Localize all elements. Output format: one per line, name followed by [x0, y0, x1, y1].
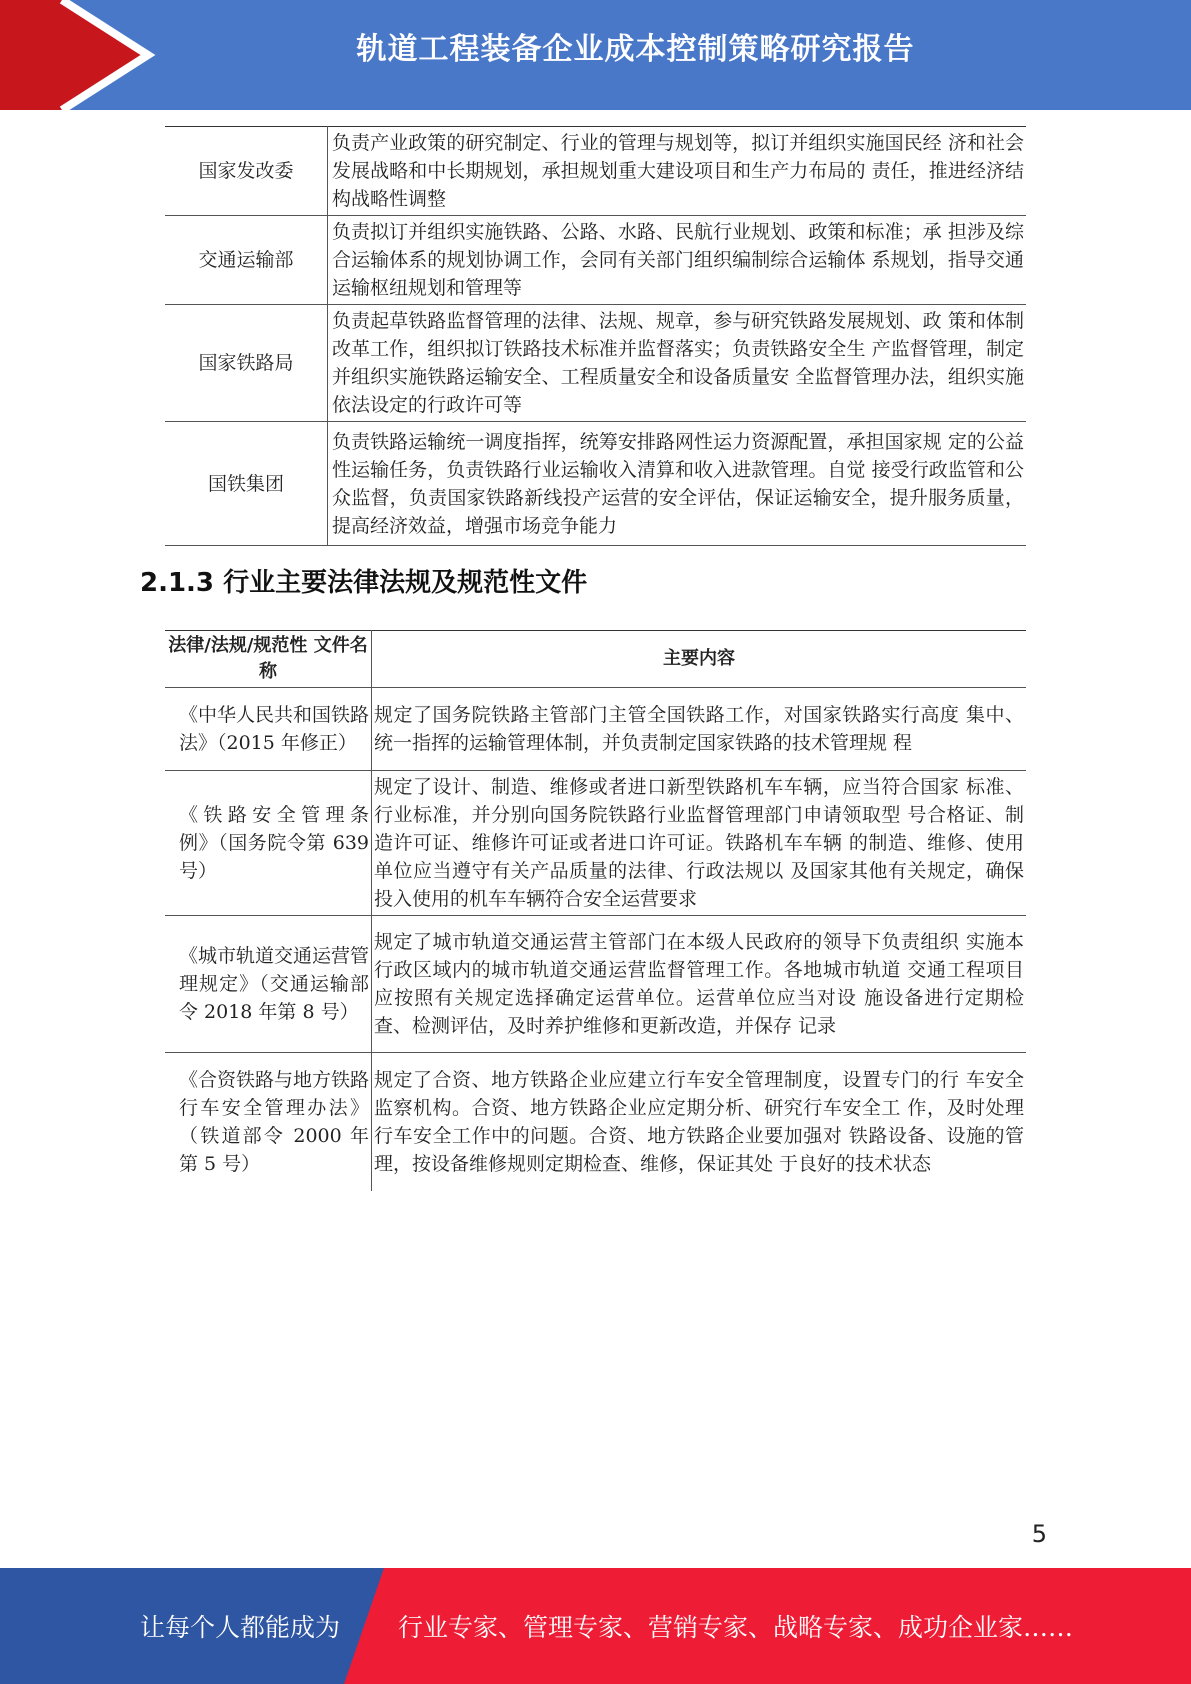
- section-heading: 2.1.3 行业主要法律法规及规范性文件: [140, 568, 588, 598]
- table-row: [165, 127, 1026, 216]
- law-content: 规定了城市轨道交通运营主管部门在本级人民政府的领导下负责组织 实施本行政区域内的城市轨道交通运营监督管理工作。各地城市轨道 交通工程项目应按照有关规定选择确定运营单位。运营单位应当对设 施设备进行定期检查、检测评估，及时养护维修和更新改造，并保存 记录: [372, 916, 1027, 1053]
- footer-slogan-left: 让每个人都能成为: [140, 1613, 341, 1642]
- agency-name: 国家铁路局: [165, 305, 328, 422]
- table-row: [165, 1053, 1026, 1191]
- page-footer: [0, 1568, 1191, 1684]
- table-row: [165, 305, 1026, 422]
- agency-name: 国铁集团: [165, 422, 328, 546]
- table-row: [165, 771, 1026, 916]
- page-header: [0, 0, 1191, 110]
- agency-name: 国家发改委: [165, 127, 328, 216]
- table-row: [165, 688, 1026, 771]
- agency-desc: 负责铁路运输统一调度指挥，统筹安排路网性运力资源配置，承担国家规 定的公益性运输任务，负责铁路行业运输收入清算和收入进款管理。自觉 接受行政监管和公众监督，负责国家铁路新线投产运营的安全评估，保证运输安全，提升服务质量，提高经济效益，增强市场竞争能力: [328, 422, 1027, 546]
- agency-desc: 负责产业政策的研究制定、行业的管理与规划等，拟订并组织实施国民经 济和社会发展战略和中长期规划，承担规划重大建设项目和生产力布局的 责任，推进经济结构战略性调整: [328, 127, 1027, 216]
- laws-table: [165, 630, 1026, 1191]
- table-row: [165, 216, 1026, 305]
- law-name: 《中华人民共和国铁路法》（2015 年修正）: [165, 688, 372, 771]
- page-number: 5: [1031, 1520, 1047, 1548]
- agency-desc: 负责起草铁路监督管理的法律、法规、规章，参与研究铁路发展规划、政 策和体制改革工作，组织拟订铁路技术标准并监督落实；负责铁路安全生 产监督管理，制定并组织实施铁路运输安全、工程质量安全和设备质量安 全监督管理办法，组织实施依法设定的行政许可等: [328, 305, 1027, 422]
- law-name: 《合资铁路与地方铁路行车安全管理办法》（铁道部令 2000 年第 5 号）: [165, 1053, 372, 1191]
- law-content: 规定了设计、制造、维修或者进口新型铁路机车车辆，应当符合国家 标准、行业标准，并分别向国务院铁路行业监督管理部门申请领取型 号合格证、制造许可证、维修许可证或者进口许可证。铁路机车车辆 的制造、维修、使用单位应当遵守有关产品质量的法律、行政法规以 及国家其他有关规定，确保投入使用的机车车辆符合安全运营要求: [372, 771, 1027, 916]
- law-name: 《城市轨道交通运营管理规定》（交通运输部令 2018 年第 8 号）: [165, 916, 372, 1053]
- law-content: 规定了国务院铁路主管部门主管全国铁路工作，对国家铁路实行高度 集中、统一指挥的运输管理体制，并负责制定国家铁路的技术管理规 程: [372, 688, 1027, 771]
- table-header-row: [165, 631, 1026, 688]
- law-name: 《铁路安全管理条例》（国务院令第 639 号）: [165, 771, 372, 916]
- agency-desc: 负责拟订并组织实施铁路、公路、水路、民航行业规划、政策和标准；承 担涉及综合运输体系的规划协调工作，会同有关部门组织编制综合运输体 系规划，指导交通运输枢纽规划和管理等: [328, 216, 1027, 305]
- agency-name: 交通运输部: [165, 216, 328, 305]
- table-row: [165, 422, 1026, 546]
- table-row: [165, 916, 1026, 1053]
- header-title: 轨道工程装备企业成本控制策略研究报告: [356, 32, 915, 67]
- agency-table: [165, 126, 1026, 546]
- column-header-law: 法律/法规/规范性 文件名称: [165, 631, 372, 688]
- law-content: 规定了合资、地方铁路企业应建立行车安全管理制度，设置专门的行 车安全监察机构。合资、地方铁路企业应定期分析、研究行车安全工 作，及时处理行车安全工作中的问题。合资、地方铁路企业要加强对 铁路设备、设施的管理，按设备维修规则定期检查、维修，保证其处 于良好的技术状态: [374, 1068, 1024, 1175]
- footer-slogan-right: 行业专家、管理专家、营销专家、战略专家、成功企业家……: [398, 1613, 1074, 1642]
- column-header-content: 主要内容: [372, 631, 1027, 688]
